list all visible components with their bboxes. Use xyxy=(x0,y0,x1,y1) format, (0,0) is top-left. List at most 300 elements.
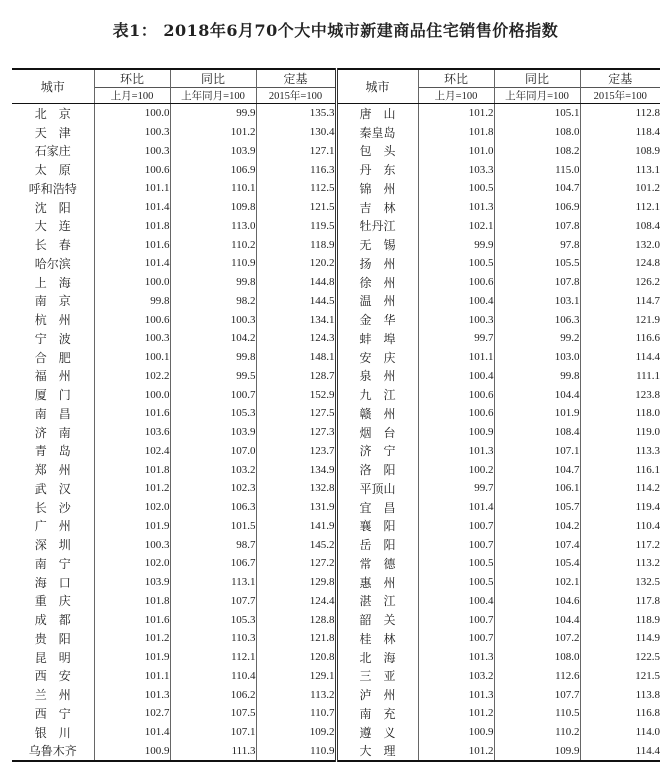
right-city-cell: 襄 阳 xyxy=(336,517,418,536)
right-base-cell: 119.4 xyxy=(580,498,660,517)
right-base-cell: 113.3 xyxy=(580,442,660,461)
left-city-cell: 郑 州 xyxy=(34,463,71,478)
right-mom-cell: 100.5 xyxy=(418,179,494,198)
table-row xyxy=(12,629,660,648)
right-yoy-cell: 99.2 xyxy=(494,329,580,348)
right-city-cell: 安 庆 xyxy=(336,348,418,367)
table-row xyxy=(12,329,660,348)
left-mom-cell: 101.6 xyxy=(94,235,170,254)
subheader-mom-left: 上月=100 xyxy=(94,88,170,104)
right-base-cell: 114.7 xyxy=(580,292,660,311)
right-base-cell: 114.0 xyxy=(580,723,660,742)
right-yoy-cell: 103.1 xyxy=(494,292,580,311)
header-base-left: 定基 xyxy=(256,69,336,88)
right-mom-cell: 100.4 xyxy=(418,592,494,611)
left-yoy-cell: 104.2 xyxy=(170,329,256,348)
left-city-cell: 沈 阳 xyxy=(34,200,71,215)
right-city-cell: 三 亚 xyxy=(336,667,418,686)
right-mom-cell: 100.5 xyxy=(418,254,494,273)
left-base-cell: 124.4 xyxy=(256,592,336,611)
left-city-cell: 福 州 xyxy=(34,369,71,384)
left-base-cell: 120.2 xyxy=(256,254,336,273)
left-base-cell: 128.8 xyxy=(256,610,336,629)
left-mom-cell: 101.8 xyxy=(94,592,170,611)
left-mom-cell: 101.8 xyxy=(94,217,170,236)
right-mom-cell: 100.4 xyxy=(418,367,494,386)
left-base-cell: 116.3 xyxy=(256,160,336,179)
right-base-cell: 113.1 xyxy=(580,160,660,179)
right-yoy-cell: 105.4 xyxy=(494,554,580,573)
table-row xyxy=(12,498,660,517)
right-mom-cell: 101.3 xyxy=(418,685,494,704)
left-mom-cell: 101.9 xyxy=(94,517,170,536)
right-city-cell: 唐 山 xyxy=(336,104,418,123)
left-base-cell: 132.8 xyxy=(256,479,336,498)
right-yoy-cell: 107.2 xyxy=(494,629,580,648)
right-city-cell: 泉 州 xyxy=(336,367,418,386)
right-mom-cell: 100.5 xyxy=(418,554,494,573)
right-city-cell: 九 江 xyxy=(336,385,418,404)
left-mom-cell: 101.4 xyxy=(94,254,170,273)
right-base-cell: 110.4 xyxy=(580,517,660,536)
left-mom-cell: 100.9 xyxy=(94,742,170,762)
right-yoy-cell: 106.3 xyxy=(494,310,580,329)
right-base-cell: 114.2 xyxy=(580,479,660,498)
table-row xyxy=(12,348,660,367)
left-yoy-cell: 101.5 xyxy=(170,517,256,536)
right-mom-cell: 101.0 xyxy=(418,142,494,161)
left-yoy-cell: 99.8 xyxy=(170,273,256,292)
left-yoy-cell: 105.3 xyxy=(170,610,256,629)
left-city-cell: 太 原 xyxy=(34,163,71,178)
right-base-cell: 113.8 xyxy=(580,685,660,704)
left-mom-cell: 101.6 xyxy=(94,404,170,423)
right-city-cell: 桂 林 xyxy=(336,629,418,648)
left-mom-cell: 101.2 xyxy=(94,479,170,498)
left-mom-cell: 100.3 xyxy=(94,142,170,161)
right-yoy-cell: 104.4 xyxy=(494,610,580,629)
right-yoy-cell: 102.1 xyxy=(494,573,580,592)
right-yoy-cell: 105.1 xyxy=(494,104,580,123)
left-yoy-cell: 113.1 xyxy=(170,573,256,592)
right-yoy-cell: 104.6 xyxy=(494,592,580,611)
left-base-cell: 118.9 xyxy=(256,235,336,254)
right-city-cell: 洛 阳 xyxy=(336,460,418,479)
left-base-cell: 144.8 xyxy=(256,273,336,292)
right-mom-cell: 100.6 xyxy=(418,273,494,292)
subheader-base-right: 2015年=100 xyxy=(580,88,660,104)
table-row xyxy=(12,235,660,254)
left-city-cell: 石家庄 xyxy=(34,144,71,159)
right-yoy-cell: 107.4 xyxy=(494,535,580,554)
left-base-cell: 121.5 xyxy=(256,198,336,217)
right-base-cell: 132.0 xyxy=(580,235,660,254)
left-city-cell: 北 京 xyxy=(34,106,71,121)
left-mom-cell: 100.3 xyxy=(94,535,170,554)
table-row xyxy=(12,123,660,142)
left-yoy-cell: 110.1 xyxy=(170,179,256,198)
left-city-cell: 杭 州 xyxy=(34,313,71,328)
right-yoy-cell: 107.7 xyxy=(494,685,580,704)
right-base-cell: 114.9 xyxy=(580,629,660,648)
right-city-cell: 韶 关 xyxy=(336,610,418,629)
left-city-cell: 武 汉 xyxy=(34,481,71,496)
left-mom-cell: 100.0 xyxy=(94,273,170,292)
table-row xyxy=(12,104,660,123)
right-yoy-cell: 109.9 xyxy=(494,742,580,762)
left-city-cell: 乌鲁木齐 xyxy=(12,742,94,762)
left-base-cell: 120.8 xyxy=(256,648,336,667)
right-city-cell: 泸 州 xyxy=(336,685,418,704)
table-row xyxy=(12,254,660,273)
right-city-cell: 秦皇岛 xyxy=(336,123,418,142)
left-base-cell: 121.8 xyxy=(256,629,336,648)
left-yoy-cell: 110.2 xyxy=(170,235,256,254)
right-yoy-cell: 108.4 xyxy=(494,423,580,442)
table-row xyxy=(12,367,660,386)
left-yoy-cell: 105.3 xyxy=(170,404,256,423)
table-row xyxy=(12,423,660,442)
header-city-right: 城市 xyxy=(336,69,418,104)
left-yoy-cell: 103.2 xyxy=(170,460,256,479)
right-base-cell: 116.6 xyxy=(580,329,660,348)
right-yoy-cell: 101.9 xyxy=(494,404,580,423)
table-row xyxy=(12,160,660,179)
left-city-cell: 宁 波 xyxy=(34,331,71,346)
table-row xyxy=(12,554,660,573)
left-base-cell: 129.1 xyxy=(256,667,336,686)
right-base-cell: 118.9 xyxy=(580,610,660,629)
right-city-cell: 湛 江 xyxy=(336,592,418,611)
right-city-cell: 常 德 xyxy=(336,554,418,573)
right-mom-cell: 101.2 xyxy=(418,104,494,123)
right-yoy-cell: 103.0 xyxy=(494,348,580,367)
right-city-cell: 丹 东 xyxy=(336,160,418,179)
left-city-cell: 哈尔滨 xyxy=(34,256,71,271)
header-yoy-left: 同比 xyxy=(170,69,256,88)
left-city-cell: 昆 明 xyxy=(34,650,71,665)
left-mom-cell: 101.2 xyxy=(94,629,170,648)
left-city-cell: 成 都 xyxy=(34,613,71,628)
right-mom-cell: 101.1 xyxy=(418,348,494,367)
left-base-cell: 110.9 xyxy=(256,742,336,762)
left-yoy-cell: 107.1 xyxy=(170,723,256,742)
table-row xyxy=(12,573,660,592)
right-yoy-cell: 115.0 xyxy=(494,160,580,179)
left-yoy-cell: 103.9 xyxy=(170,423,256,442)
right-mom-cell: 100.9 xyxy=(418,423,494,442)
right-base-cell: 124.8 xyxy=(580,254,660,273)
right-mom-cell: 102.1 xyxy=(418,217,494,236)
table-row xyxy=(12,610,660,629)
right-mom-cell: 101.3 xyxy=(418,442,494,461)
right-city-cell: 锦 州 xyxy=(336,179,418,198)
right-city-cell: 平顶山 xyxy=(336,479,418,498)
left-mom-cell: 101.1 xyxy=(94,179,170,198)
left-yoy-cell: 113.0 xyxy=(170,217,256,236)
right-mom-cell: 100.3 xyxy=(418,310,494,329)
left-yoy-cell: 106.2 xyxy=(170,685,256,704)
right-city-cell: 扬 州 xyxy=(336,254,418,273)
left-mom-cell: 100.3 xyxy=(94,329,170,348)
left-yoy-cell: 103.9 xyxy=(170,142,256,161)
left-city-cell: 西 安 xyxy=(34,669,71,684)
left-city-cell: 天 津 xyxy=(34,125,71,140)
right-yoy-cell: 107.1 xyxy=(494,442,580,461)
right-mom-cell: 101.8 xyxy=(418,123,494,142)
right-yoy-cell: 104.2 xyxy=(494,517,580,536)
left-base-cell: 112.5 xyxy=(256,179,336,198)
left-mom-cell: 101.1 xyxy=(94,667,170,686)
left-yoy-cell: 110.4 xyxy=(170,667,256,686)
right-base-cell: 101.2 xyxy=(580,179,660,198)
left-mom-cell: 102.7 xyxy=(94,704,170,723)
left-base-cell: 134.9 xyxy=(256,460,336,479)
left-base-cell: 119.5 xyxy=(256,217,336,236)
table-row xyxy=(12,723,660,742)
left-city-cell: 呼和浩特 xyxy=(28,181,77,196)
subheader-yoy-right: 上年同月=100 xyxy=(494,88,580,104)
left-base-cell: 127.5 xyxy=(256,404,336,423)
left-city-cell: 南 昌 xyxy=(34,406,71,421)
left-yoy-cell: 100.3 xyxy=(170,310,256,329)
left-base-cell: 127.3 xyxy=(256,423,336,442)
right-mom-cell: 100.7 xyxy=(418,610,494,629)
right-mom-cell: 101.4 xyxy=(418,498,494,517)
right-mom-cell: 99.7 xyxy=(418,479,494,498)
right-city-cell: 温 州 xyxy=(336,292,418,311)
left-yoy-cell: 102.3 xyxy=(170,479,256,498)
left-mom-cell: 100.6 xyxy=(94,160,170,179)
table-title: 表1： 2018年6月70个大中城市新建商品住宅销售价格指数 xyxy=(112,21,559,40)
right-base-cell: 112.1 xyxy=(580,198,660,217)
right-city-cell: 遵 义 xyxy=(336,723,418,742)
right-mom-cell: 101.2 xyxy=(418,704,494,723)
right-base-cell: 111.1 xyxy=(580,367,660,386)
left-city-cell: 重 庆 xyxy=(34,594,71,609)
right-mom-cell: 101.2 xyxy=(418,742,494,762)
right-mom-cell: 100.7 xyxy=(418,629,494,648)
left-mom-cell: 102.4 xyxy=(94,442,170,461)
right-city-cell: 北 海 xyxy=(336,648,418,667)
right-mom-cell: 100.6 xyxy=(418,385,494,404)
right-yoy-cell: 104.4 xyxy=(494,385,580,404)
left-city-cell: 南 宁 xyxy=(34,556,71,571)
right-city-cell: 岳 阳 xyxy=(336,535,418,554)
left-mom-cell: 101.8 xyxy=(94,460,170,479)
header-yoy-right: 同比 xyxy=(494,69,580,88)
left-city-cell: 广 州 xyxy=(34,519,71,534)
right-base-cell: 118.0 xyxy=(580,404,660,423)
right-mom-cell: 99.7 xyxy=(418,329,494,348)
right-yoy-cell: 106.1 xyxy=(494,479,580,498)
right-yoy-cell: 108.2 xyxy=(494,142,580,161)
header-mom-right: 环比 xyxy=(418,69,494,88)
left-base-cell: 128.7 xyxy=(256,367,336,386)
left-mom-cell: 103.9 xyxy=(94,573,170,592)
right-base-cell: 114.4 xyxy=(580,348,660,367)
left-mom-cell: 101.6 xyxy=(94,610,170,629)
left-yoy-cell: 106.7 xyxy=(170,554,256,573)
right-mom-cell: 100.5 xyxy=(418,573,494,592)
table-row xyxy=(12,742,660,762)
left-yoy-cell: 101.2 xyxy=(170,123,256,142)
right-city-cell: 宜 昌 xyxy=(336,498,418,517)
left-base-cell: 123.7 xyxy=(256,442,336,461)
left-yoy-cell: 98.2 xyxy=(170,292,256,311)
subheader-base-left: 2015年=100 xyxy=(256,88,336,104)
left-city-cell: 贵 阳 xyxy=(34,631,71,646)
left-base-cell: 129.8 xyxy=(256,573,336,592)
left-city-cell: 兰 州 xyxy=(34,688,71,703)
left-mom-cell: 100.0 xyxy=(94,104,170,123)
left-base-cell: 124.3 xyxy=(256,329,336,348)
right-city-cell: 无 锡 xyxy=(336,235,418,254)
left-city-cell: 上 海 xyxy=(34,275,71,290)
left-city-cell: 海 口 xyxy=(34,575,71,590)
left-yoy-cell: 110.3 xyxy=(170,629,256,648)
left-mom-cell: 101.3 xyxy=(94,685,170,704)
right-city-cell: 蚌 埠 xyxy=(336,329,418,348)
left-yoy-cell: 111.3 xyxy=(170,742,256,762)
left-base-cell: 135.3 xyxy=(256,104,336,123)
right-yoy-cell: 110.2 xyxy=(494,723,580,742)
left-mom-cell: 100.3 xyxy=(94,123,170,142)
left-yoy-cell: 106.9 xyxy=(170,160,256,179)
left-yoy-cell: 99.8 xyxy=(170,348,256,367)
header-base-right: 定基 xyxy=(580,69,660,88)
right-base-cell: 114.4 xyxy=(580,742,660,762)
price-index-table xyxy=(12,68,660,762)
right-yoy-cell: 104.7 xyxy=(494,460,580,479)
table-row xyxy=(12,704,660,723)
right-yoy-cell: 99.8 xyxy=(494,367,580,386)
subheader-mom-right: 上月=100 xyxy=(418,88,494,104)
left-yoy-cell: 107.5 xyxy=(170,704,256,723)
left-base-cell: 148.1 xyxy=(256,348,336,367)
left-city-cell: 深 圳 xyxy=(34,538,71,553)
left-base-cell: 113.2 xyxy=(256,685,336,704)
table-body xyxy=(12,104,660,762)
subheader-yoy-left: 上年同月=100 xyxy=(170,88,256,104)
right-city-cell: 烟 台 xyxy=(336,423,418,442)
right-base-cell: 123.8 xyxy=(580,385,660,404)
table-row xyxy=(12,385,660,404)
right-yoy-cell: 107.8 xyxy=(494,273,580,292)
left-yoy-cell: 106.3 xyxy=(170,498,256,517)
left-base-cell: 110.7 xyxy=(256,704,336,723)
left-base-cell: 141.9 xyxy=(256,517,336,536)
right-yoy-cell: 104.7 xyxy=(494,179,580,198)
right-base-cell: 113.2 xyxy=(580,554,660,573)
left-mom-cell: 101.9 xyxy=(94,648,170,667)
header-city-left: 城市 xyxy=(12,69,94,104)
right-mom-cell: 100.7 xyxy=(418,535,494,554)
right-city-cell: 金 华 xyxy=(336,310,418,329)
table-row xyxy=(12,273,660,292)
header-mom-left: 环比 xyxy=(94,69,170,88)
right-base-cell: 108.9 xyxy=(580,142,660,161)
right-city-cell: 南 充 xyxy=(336,704,418,723)
left-mom-cell: 101.4 xyxy=(94,723,170,742)
right-city-cell: 牡丹江 xyxy=(336,217,418,236)
right-mom-cell: 101.3 xyxy=(418,198,494,217)
left-city-cell: 大 连 xyxy=(34,219,71,234)
left-yoy-cell: 112.1 xyxy=(170,648,256,667)
left-base-cell: 152.9 xyxy=(256,385,336,404)
left-city-cell: 南 京 xyxy=(34,294,71,309)
right-base-cell: 116.8 xyxy=(580,704,660,723)
left-yoy-cell: 107.0 xyxy=(170,442,256,461)
right-yoy-cell: 97.8 xyxy=(494,235,580,254)
left-mom-cell: 100.6 xyxy=(94,310,170,329)
right-mom-cell: 100.9 xyxy=(418,723,494,742)
table-row xyxy=(12,517,660,536)
table-row xyxy=(12,479,660,498)
left-mom-cell: 100.0 xyxy=(94,385,170,404)
left-city-cell: 西 宁 xyxy=(34,706,71,721)
table-row xyxy=(12,648,660,667)
right-base-cell: 121.5 xyxy=(580,667,660,686)
table-row xyxy=(12,592,660,611)
right-base-cell: 126.2 xyxy=(580,273,660,292)
left-city-cell: 济 南 xyxy=(34,425,71,440)
right-base-cell: 108.4 xyxy=(580,217,660,236)
left-mom-cell: 100.1 xyxy=(94,348,170,367)
left-mom-cell: 102.2 xyxy=(94,367,170,386)
right-yoy-cell: 108.0 xyxy=(494,123,580,142)
table-row xyxy=(12,142,660,161)
right-city-cell: 包 头 xyxy=(336,142,418,161)
left-mom-cell: 101.4 xyxy=(94,198,170,217)
left-base-cell: 130.4 xyxy=(256,123,336,142)
right-yoy-cell: 105.5 xyxy=(494,254,580,273)
right-base-cell: 118.4 xyxy=(580,123,660,142)
table-row xyxy=(12,217,660,236)
right-mom-cell: 101.3 xyxy=(418,648,494,667)
left-city-cell: 长 春 xyxy=(34,238,71,253)
left-base-cell: 145.2 xyxy=(256,535,336,554)
table-row xyxy=(12,667,660,686)
right-mom-cell: 100.6 xyxy=(418,404,494,423)
left-city-cell: 厦 门 xyxy=(34,388,71,403)
left-base-cell: 127.2 xyxy=(256,554,336,573)
left-base-cell: 109.2 xyxy=(256,723,336,742)
right-yoy-cell: 112.6 xyxy=(494,667,580,686)
left-city-cell: 长 沙 xyxy=(34,500,71,515)
left-mom-cell: 102.0 xyxy=(94,554,170,573)
right-base-cell: 119.0 xyxy=(580,423,660,442)
right-city-cell: 赣 州 xyxy=(336,404,418,423)
left-yoy-cell: 109.8 xyxy=(170,198,256,217)
right-mom-cell: 99.9 xyxy=(418,235,494,254)
right-yoy-cell: 106.9 xyxy=(494,198,580,217)
right-city-cell: 济 宁 xyxy=(336,442,418,461)
left-base-cell: 131.9 xyxy=(256,498,336,517)
left-mom-cell: 102.0 xyxy=(94,498,170,517)
left-city-cell: 青 岛 xyxy=(34,444,71,459)
left-mom-cell: 99.8 xyxy=(94,292,170,311)
right-mom-cell: 103.3 xyxy=(418,160,494,179)
table-row xyxy=(12,535,660,554)
left-base-cell: 127.1 xyxy=(256,142,336,161)
table-row xyxy=(12,685,660,704)
right-city-cell: 惠 州 xyxy=(336,573,418,592)
left-yoy-cell: 110.9 xyxy=(170,254,256,273)
right-base-cell: 116.1 xyxy=(580,460,660,479)
table-row xyxy=(12,179,660,198)
right-base-cell: 117.8 xyxy=(580,592,660,611)
